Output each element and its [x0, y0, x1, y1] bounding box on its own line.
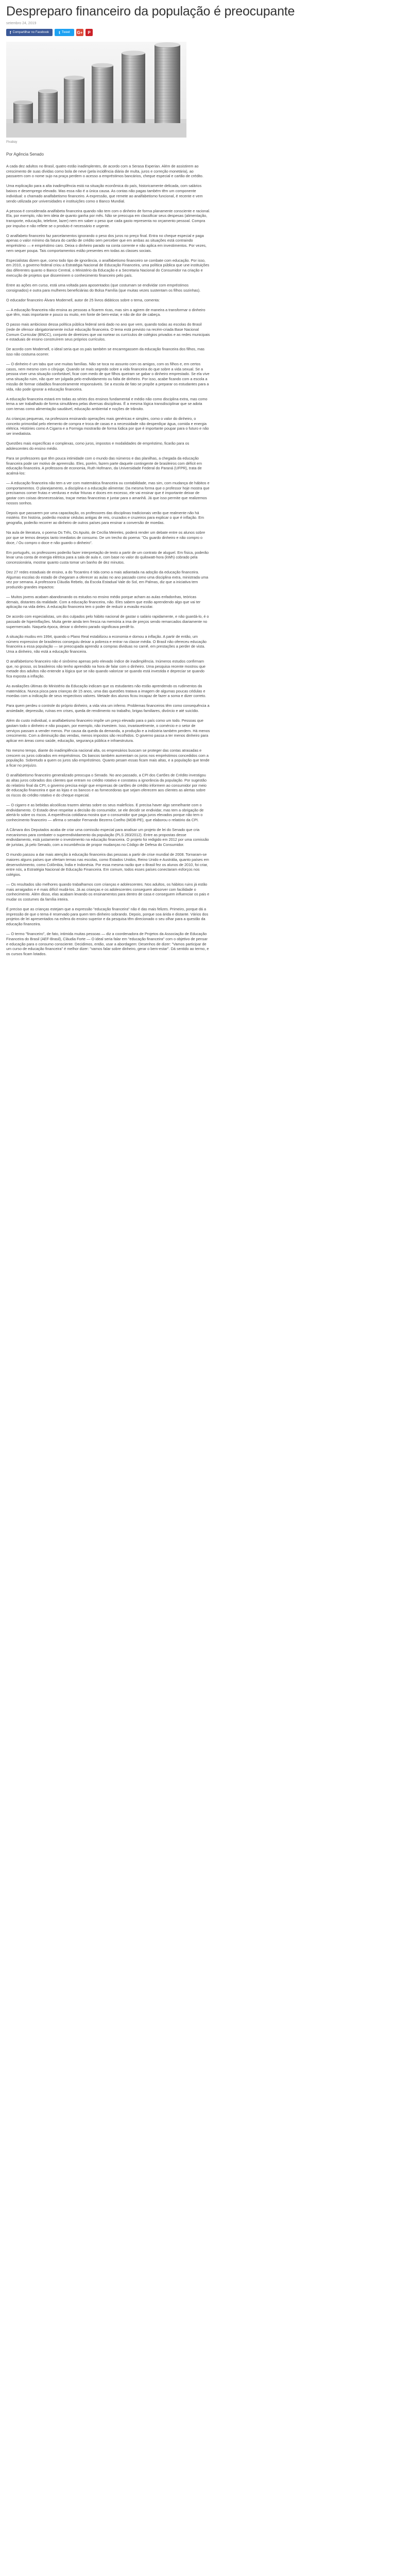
- article-author: Por Agência Senado: [6, 152, 44, 157]
- article-paragraph: — Os resultados são melhores quando trabalhamos com crianças e adolescentes. Nos adultos, os hábitos ruins já estão mais arraigados e é mais difícil mudá-los. Já as crianças e os adolescentes conseguem absorver com facilidade o conhecimento. Além disso, elas acabam levando os ensinamentos para dentro de casa e conseguem influenciar os pais e mudar os costumes da família inteira.: [6, 882, 210, 902]
- coin-stack: [122, 50, 145, 123]
- article-paragraph: Entre as ações em curso, está uma voltada para aposentados (que costumam se endividar com empréstimos consignados) e outra para mulheres beneficiárias do Bolsa Família (que muitas vezes sustentam os filhos sozinhas).: [6, 282, 201, 293]
- article-paragraph: As crianças pequenas, na professora ensinando operações mais genéricas e simples, como o valor do dinheiro, o conceito primordial pelo elemento de compra e troca de casas e a necessidade não desperdiçar água, comida e energia elétrica. Históries como A Cigarra e a Formiga mostrarão de forma lúdica por que é importante poupar para o futuro e não ser imediatista.: [6, 416, 209, 436]
- article-paragraph: Além do custo individual, o analfabetismo financeiro impõe um preço elevado para o país como um todo. Pessoas que gastam todo o dinheiro e não poupam, por exemplo, não investem. Isso, invariavelmente, o comércio e o setor de serviços passam a vender menos. Por causa da queda da demanda, a produção e a indústria também perdem. Há menos crescimento. Com a diminuição das vendas, menos impostos são recolhidos. O governo passa a ter menos dinheiro para aplicar em áreas como saúde, educação, segurança pública e infraestrutura.: [6, 718, 210, 743]
- article-paragraph: — O dinheiro é um tabu que une muitas famílias. Não se toca no assunto com os amigos, com os filhos e, em certos casos, nem mesmo com o cônjuge. Quando se mais segredo sobre a vida financeira do que sobre a vida sexual. Se a pessoa viver uma situação confortável, ficar com medo de que filhos queiram se gabar o dinheiro emprestado. Se ela vive uma situação ruim, não quer ser julgada pelo endividamento ou falta de dinheiro. Por isso, acabe ficando com a escola a missão de formar cidadãos financeiramente responsáveis. Se a escola de fato se propõe a preparar os estudantes para a vida, não pode ignorar a educação financeira.: [6, 362, 210, 392]
- googleplus-icon: G+: [77, 30, 83, 35]
- article-paragraph: No mesmo tempo, diante do inadimplência nacional alta, os empresários buscam se proteger das contas atrasadas e crescem os juros cobrados em empréstimos. Os bancos também aumentam os juros nos empréstimos concedidos com a população. Sobretudo a quem os juros são empréstimos. Quanto pesam essas ficam mais altas, e a população que tende a ficar no prejuízo.: [6, 748, 210, 768]
- article-paragraph: — A educação financeira não ensina as pessoas a ficarem ricas, mas sim a agirem de maneira a transformar o dinheiro que têm, mais importante e pouco ou muito, em fonte de bem-estar, e não de dor de cabeça.: [6, 307, 206, 317]
- article-photo: [6, 42, 186, 138]
- article-paragraph: A pessoa é considerada analfabeta financeira quando não tem com o dinheiro de forma planamente consciente e racional. Ela, por exemplo, não tem ideia de quanto ganha por mês. Não se preocupa em classificar seus despesas (alimentação, transporte, educação, telefone, lazer) nem em saber o peso que cada gasto representa no orçamento pessoal. Compra por impulso e não reflete se o produto é necessário e urgente.: [6, 208, 210, 228]
- article-paragraph: A educação financeira estará em todas as séries dos ensinos fundamental e médio não como disciplina extra, mas como tema a ser trabalhado de forma simultânea pelas diversas disciplinas. É a mesma lógica transdisciplinar que se adota com temas como alimentação saudável, educação ambiental e noções de trânsito.: [6, 396, 208, 411]
- article-paragraph: A cada dez adultos no Brasil, quatro estão inadimplentes, de acordo com a Serasa Experian. Além de assistirem ao crescimento de suas dívidas como bola de neve (pela incidência diária de multa, juros e correção monetária), ao passarem com o nome sujo na praça perdem o acesso a empréstimos bancários, cheque especial e cartão de crédito.: [6, 164, 203, 179]
- article-paragraph: — Muitos jovens acabam abandonando os estudos no ensino médio porque acham as aulas enfadonhas, teóricas demais, distantes da realidade. Com a educação financeira, não. Eles sabem que estão aprendendo algo que vai ter aplicação na vida deles. A educação financeira tem o poder de reduzir a evasão escolar.: [6, 595, 201, 609]
- pinterest-share-button[interactable]: [85, 29, 93, 36]
- article-paragraph: Dez 27 redes estaduais de ensino, a do Tocantins é tida como a mais adiantada na adoção da educação financeira. Algumas escolas do estado de chegaram a oferecer as aulas no ano passado como uma disciplina extra, ministrada uma vez por semana. A professora Cláudia Rebelo, da Escola Estadual Vale do Sol, em Palmas, diz que a iniciativa tem produzido grandes impactos:: [6, 569, 209, 590]
- article-paragraph: — O termo "financeiro", de fato, intimida muitas pessoas — diz a coordenadora de Projetos da Associação de Educação Financeira do Brasil (AEF-Brasil), Cláudia Forte — O ideal seria falar em "educação financeira" com o objetivo de pensar e educação para o consumo consciente. Decidimos, então, usar a abordagem: Desenhos de dizer: "Vamos participar de um curso de educação financeira" é melhor dizer: "vamos falar sobre dinheiro, gerar o bem-estar". Dá sentido ao termo, e os cursos ficam lotados.: [6, 931, 209, 956]
- article-paragraph: Em português, os professores poderão fazer interpretação de texto a partir de um contrato de aluguel. Em física, poderão levar uma conta de energia elétrica para a sala de aula e, com base no valor do quilowatt-hora (kWh) cobrado pela concessionária, mostrar quanto custa tomar um banho de dez minutos.: [6, 550, 209, 565]
- article-paragraph: A situação mudou em 1994, quando o Plano Real estabilizou a economia e domou a inflação. A partir de então, um número expressivo de brasileiros conseguiu deixar a pobreza e entrar na classe média. O Brasil não ofereceu educação financeira a essa população — se preocupada aprendiz a compras dividuas no carnê, em prestações a perder de vista. Uma a dinheiro, não está a educação financeira.: [6, 634, 207, 654]
- article-paragraph: De acordo com especialistas, um dos culpados pelo hábito nacional de gastar o salário rapidamente, e não guardá-lo, é o passado de hiperinflações. Muita gente ainda tem fresca na memória a ima de preços sendo remarcados diariamente no supermercado. Naquela época, deixar o dinheiro parado significava perdê-lo.: [6, 614, 209, 629]
- article-paragraph: Para quem perdeu o controle do próprio dinheiro, a vida vira um inferno. Problemas financeiros têm como consequência a ansiedade, depressão, ruínas em crises, queda de rendimento no trabalho, brigas familiares, divórcio e até suicídio.: [6, 703, 210, 714]
- coin-stack: [64, 76, 84, 123]
- coin-stack: [92, 63, 113, 123]
- article-paragraph: O analfabetismo financeiro não é sinônimo apenas pelo elevado índice de inadimplência. Inúmeros estudos confirmam que, no grosso, os brasileiros não tenho aprendido na hora de falar com o dinheiro. Uma pesquisa recente mostrou que metade dos adultos não entende a lógica que se não quando valorizar se quando está investida e depreciar se quando fica exposta a inflação.: [6, 658, 206, 679]
- googleplus-share-button[interactable]: [76, 29, 83, 36]
- facebook-icon: f: [9, 30, 11, 35]
- article-page: [0, 0, 411, 957]
- article-paragraph: É preciso que as crianças estejam que a expressão "educação financeira" não é das mais felizes. Primeiro, porque dá a impressão de que o tema é reservado para quem tem dinheiro sobrando. Depois, porque soa árida e distante. Vários dos projetos de lei apresentados na esfera do ensino superior e da pesquisa têm direcionado o seu olhar para a questão da educação financeira.: [6, 907, 209, 927]
- article-paragraph: — O cigarro e as bebidas alcoólicas trazem alertas sobre os seus malefícios. E precisa haver algo semelhante com o endividamento. O Estado deve respeitar a decisão do consumidor, se ele decidir se endividar, mas tem a obrigação de alertá-lo sobre os riscos. A experiência cotidiana mostra que o consumidor que paga juros elevados porque não tem o conhecimento financeiro — afirma o senador Fernando Bezerra Coelho (MDB-PE), que elaborou o relatório da CPI.: [6, 802, 204, 823]
- article-paragraph: O mundo passou a dar mais atenção à educação financeira das pessoas a partir de crise mundial de 2008. Tornaram-se maiores alguns países que ofertam temas nas escolas, como Estados Unidos, Reino Unido e Austrália, quanto países em desenvolvimento, como Colômbia, Índia e Indonésia. Por essa mesma razão que o Brasil fez os alunos de 2010, foi criar, entre nós, a Estratégia Nacional de Educação Financeira. Em comum, todos esses países conectaram esforços nos colégios.: [6, 852, 209, 877]
- article-paragraph: O educador financeiro Álvaro Modernell, autor de 25 livros didáticos sobre o tema, comenta:: [6, 297, 160, 302]
- article-date: setembro 24, 2019: [6, 22, 37, 25]
- article-paragraph: A Câmara dos Deputados acaba de criar uma comissão especial para analisar um projeto de lei do Senado que cria mecanismos para combater o superendividamento da população (PLS 283/2012). Entre as propostas desse endividamento, está justamente o investimento na educação financeira. O projeto foi redigido em 2012 por uma comissão de juristas, já pelo Senado, com a incumbência de propor mudanças no Código de Defesa do Consumidor.: [6, 827, 209, 848]
- article-paragraph: O analfabetismo financeiro generalizado preocupa o Senado. No ano passado, a CPI dos Cartões de Crédito investigou as altas juros cobrados dos clientes que entram no crédito rotativo e constatou a ignorância da população. Por sugestão do relatório final da CPI, o governo precisa exigir que empresas de cartões de crédito informem ao consumidor por meio de educação financeira e que as lojas e os bancos e as fornecedoras que sejam oferecem aos clientes as alertas sobre os riscos do crédito rotativo e do cheque especial.: [6, 773, 207, 798]
- share-bar: [6, 28, 405, 37]
- article-paragraph: Especialistas dizem que, como todo tipo de ignorância, o analfabetismo financeiro se combate com educação. Por isso, em 2010, o governo federal criou a Estratégia Nacional de Educação Financeira, uma política pública que une instituições das diferentes quanto o Banco Central, o Ministério da Educação e a Secretaria Nacional do Consumidor na criação e execução de projetos que disseminem o conhecimento financeiro pelo país.: [6, 258, 210, 278]
- twitter-icon: t: [59, 30, 60, 35]
- coin-stacks-image: [6, 42, 186, 138]
- article-title: Despreparo financeiro da população é preocupante: [6, 4, 295, 19]
- article-paragraph: Questões mais específicas e complexas, como juros, impostos e modalidades de empréstimo, ficarão para os adolescentes do ensino médio.: [6, 441, 190, 451]
- twitter-share-label: Tweet: [61, 31, 70, 34]
- coin-stack: [38, 89, 58, 123]
- article-paragraph: O passo mais ambicioso dessa política pública federal será dado no ano que vem, quando todas as escolas do Brasil (rede de ofensor obrigatoriamente incluir educação financeira. O tema está previsto na recém-criada Base Nacional Comum Curricular (BNCC), conjunto de diretrizes que vai nortear os currículos de colégios privados e as redes municipais e estaduais de ensino construírem seus próprios currículos.: [6, 322, 210, 342]
- photo-caption: Pixabay: [6, 141, 18, 144]
- article-paragraph: Uma explicação para a alta inadimplência está na situação econômica do país, historicamente delicada, com salários baixos e desemprego elevado. Mas essa não é a única causa. As contas não pagas também têm um componente individual: o chamado analfabetismo financeiro. A expressão, que remete ao analfabetismo funcional, é recente e vem sendo utilizada por universidades e instituições como o Banco Mundial.: [6, 183, 203, 204]
- coin-stack: [155, 42, 180, 123]
- article-paragraph: De acordo com Modernell, o ideal seria que os pais também se encarregassem da educação financeira dos filhos, mas isso não costuma ocorrer.: [6, 347, 204, 357]
- facebook-share-label: Compartilhar no Facebook: [12, 31, 49, 34]
- article-paragraph: — A educação financeira não tem a ver com matemática financeira ou contabilidade, mas sim, com mudança de hábitos e comportamentos. O planejamento, a disciplina e a educação alimentar. Da mesma forma que o professor hoje mostra que precisamos comer frutas e verduras e evitar frituras e doces em excesso, ele vai ensinar que é importante deixar de gastar com coisas desnecessárias, traçar metas financeiras e juntar para o amanhã. Já que isso permite que realizemos nossos sonhos.: [6, 480, 210, 505]
- article-paragraph: Para se professores que têm pouca intimidade com o mundo das números e das planilhas, a chegada da educação financeira pode ser motivo de apreensão. Eles, porém, fazem parte daquele contingente de brasileiros com déficit em educação financeira. A professora de economia, Ruth Hofmann, da Universidade Federal do Paraná (UFPR), trata de acalmá-los:: [6, 455, 202, 476]
- article-paragraph: Depois que passarem por uma capacitação, os professores das disciplinas tradicionais verão que realmente não há mistério. Em história, poderão mostrar cédulas antigas de reis, cruzados e cruzeiros para explicar o que é inflação. Em geografia, poderão recorrer ao dinheiro de outros países para ensinar a conversão de moedas.: [6, 510, 204, 526]
- coin-stack: [13, 100, 33, 123]
- article-paragraph: As avaliações últimas do Ministério da Educação indicam que os estudantes não estão aprendendo os rudimentos da matemática. Nunca pisca para crianças de 15 anos, uma das questões tratava a imagem de algumas poucas cédulas e moedas com a indicação de seus respectivos valores. Metade dos alunos ficou incapaz de fazer a soma e dizer correto.: [6, 684, 207, 699]
- twitter-share-button[interactable]: [55, 29, 74, 36]
- pinterest-icon: P: [88, 30, 91, 35]
- article-body: [6, 164, 405, 957]
- article-paragraph: Na aula de literatura, o poema Os Três, Os Apuito, de Cecília Meireles, poderá render um debate entre os alunos sobre por que se temos desejos tanto imediatos de consumo. De um trecho do poema: "Ou guardo dinheiro e não compro o doce, / Ou compro o doce e não guardo o dinheiro".: [6, 530, 206, 545]
- article-paragraph: O analfabeto financeiro faz parcelamentos ignorando o peso dos juros no preço final. Entra no cheque especial e paga apenas o valor mínimo da fatura do cartão de crédito sem perceber que em ambas as situações está contraindo empréstimo — e empréstimo caro. Deixa o dinheiro parado na conta corrente e não aplica em investimentos. Por vezes, nem sequer poupa. Tais comportamentos estão presentes em todas as classes sociais.: [6, 233, 207, 253]
- facebook-share-button[interactable]: [6, 29, 53, 36]
